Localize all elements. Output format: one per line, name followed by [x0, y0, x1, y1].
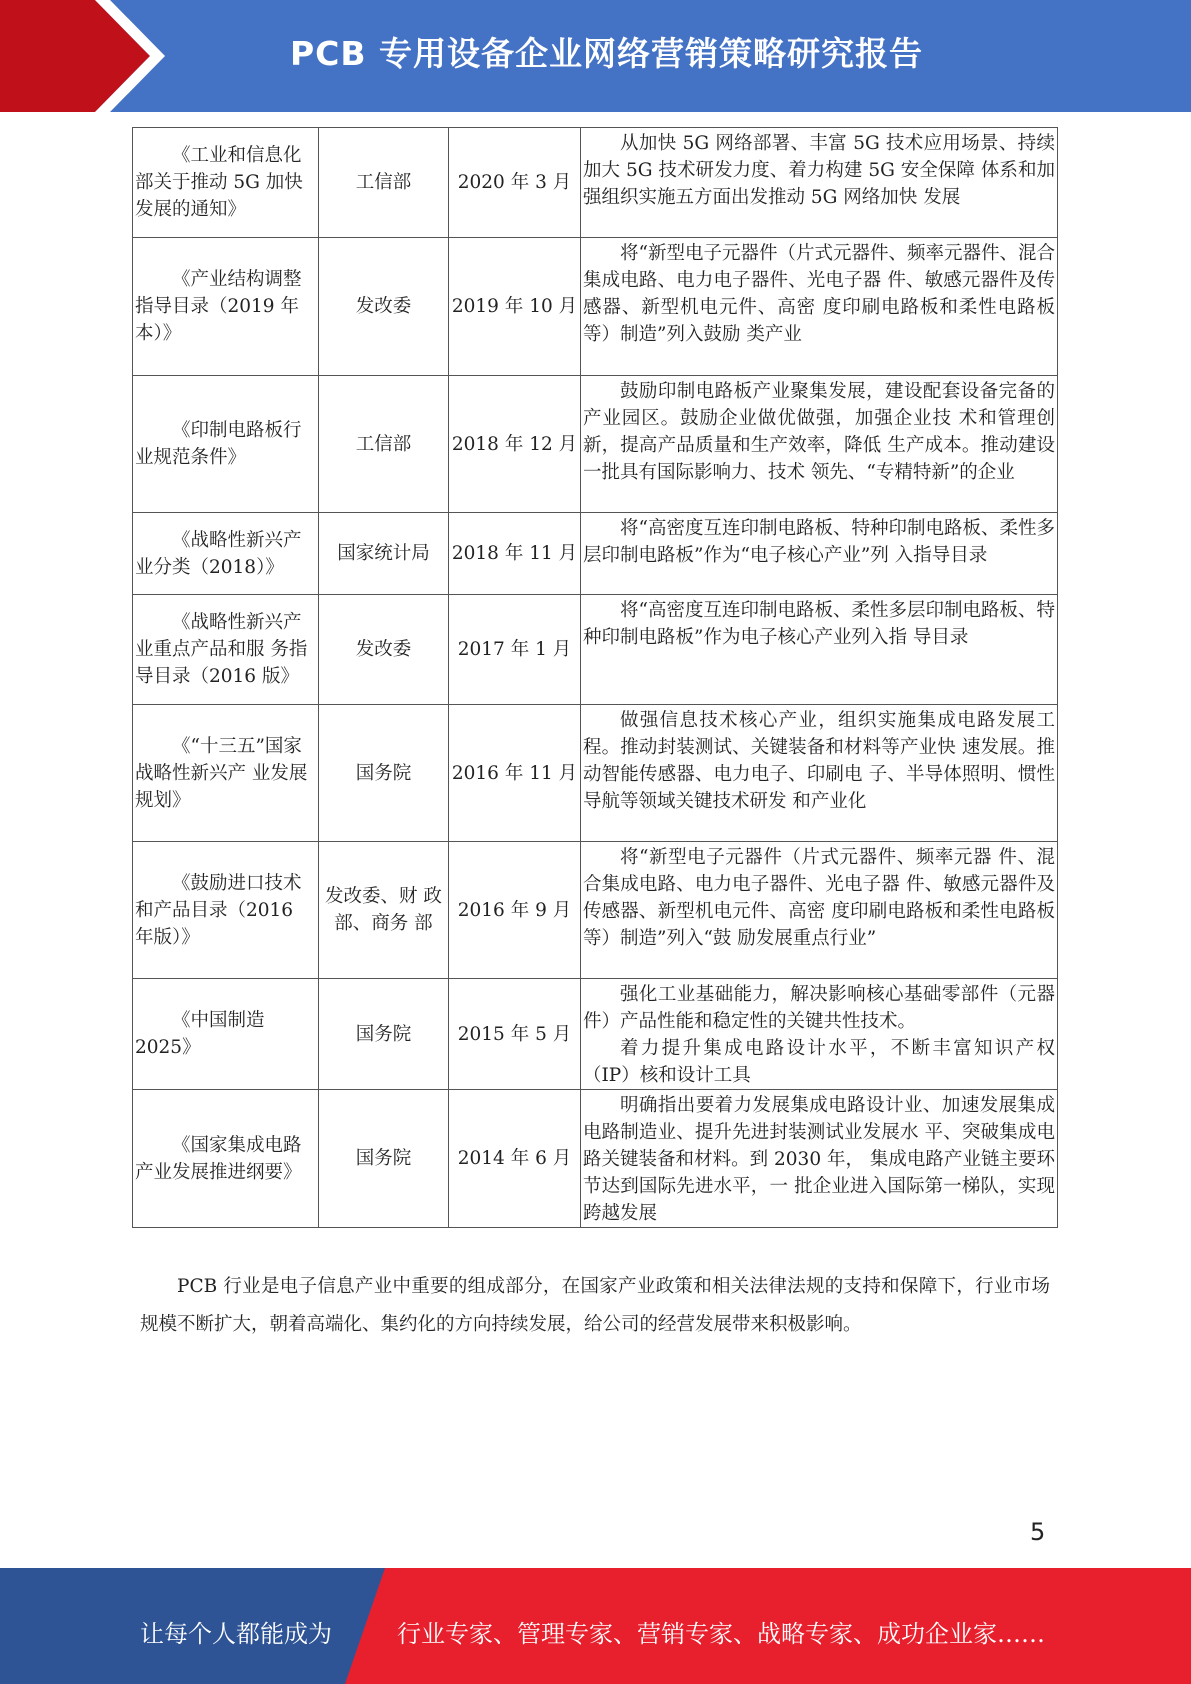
issue-date: 2020 年 3 月 — [449, 128, 581, 238]
table-row — [133, 595, 1058, 705]
policy-document: 《战略性新兴产业重点产品和服 务指导目录（2016 版》 — [133, 595, 319, 705]
issue-date: 2018 年 12 月 — [449, 376, 581, 513]
policy-document: 《中国制造 2025》 — [133, 979, 319, 1090]
issue-date: 2019 年 10 月 — [449, 238, 581, 376]
footer-slogan-left: 让每个人都能成为 — [140, 1620, 332, 1648]
page-number: 5 — [1030, 1518, 1046, 1546]
content-paragraph: 着力提升集成电路设计水平，不断丰富知识产权（IP）核和设计工具 — [583, 1038, 1055, 1086]
policy-document: 《国家集成电路产业发展推进纲要》 — [133, 1090, 319, 1228]
issue-date: 2015 年 5 月 — [449, 979, 581, 1090]
issuing-department: 国务院 — [319, 705, 449, 842]
policy-document: 《印制电路板行业规范条件》 — [133, 376, 319, 513]
policy-document: 《工业和信息化部关于推动 5G 加快发展的通知》 — [133, 128, 319, 238]
table-row — [133, 1090, 1058, 1228]
issuing-department: 国务院 — [319, 1090, 449, 1228]
policy-content — [581, 979, 1058, 1090]
policy-document: 《“十三五”国家战略性新兴产 业发展规划》 — [133, 705, 319, 842]
policy-content: 从加快 5G 网络部署、丰富 5G 技术应用场景、持续加大 5G 技术研发力度、着力构建 5G 安全保障 体系和加强组织实施五方面出发推动 5G 网络加快 发展 — [581, 128, 1058, 238]
policy-document: 《产业结构调整指导目录（2019 年本）》 — [133, 238, 319, 376]
table-row — [133, 238, 1058, 376]
issuing-department: 国家统计局 — [319, 513, 449, 595]
footer-slogan-right: 行业专家、管理专家、营销专家、战略专家、成功企业家…… — [397, 1620, 1045, 1648]
table-row — [133, 979, 1058, 1090]
policy-table — [132, 127, 1058, 1228]
report-title: PCB 专用设备企业网络营销策略研究报告 — [290, 34, 924, 73]
policy-content: 鼓励印制电路板产业聚集发展，建设配套设备完备的产业园区。鼓励企业做优做强，加强企业技 术和管理创新，提高产品质量和生产效率，降低 生产成本。推动建设一批具有国际影响力、技术 领先、“专精特新”的企业 — [581, 376, 1058, 513]
issuing-department: 发改委 — [319, 595, 449, 705]
issue-date: 2016 年 9 月 — [449, 842, 581, 979]
report-header — [0, 0, 1191, 112]
policy-content: 将“新型电子元器件（片式元器件、频率元器 件、混合集成电路、电力电子器件、光电子器 件、敏感元器件及传感器、新型机电元件、高密 度印刷电路板和柔性电路板等）制造”列入“鼓 励发展重点行业” — [581, 842, 1058, 979]
policy-content: 将“新型电子元器件（片式元器件、频率元器件、混合集成电路、电力电子器件、光电子器 件、敏感元器件及传感器、新型机电元件、高密 度印刷电路板和柔性电路板等）制造”列入鼓励 类产业 — [581, 238, 1058, 376]
table-row — [133, 705, 1058, 842]
content-paragraph: 强化工业基础能力，解决影响核心基础零部件（元器件）产品性能和稳定性的关键共性技术。 — [583, 984, 1055, 1032]
issuing-department: 发改委 — [319, 238, 449, 376]
issuing-department: 工信部 — [319, 128, 449, 238]
issue-date: 2017 年 1 月 — [449, 595, 581, 705]
issuing-department: 发改委、财 政部、商务 部 — [319, 842, 449, 979]
policy-document: 《战略性新兴产业分类（2018）》 — [133, 513, 319, 595]
policy-content: 做强信息技术核心产业，组织实施集成电路发展工程。推动封装测试、关键装备和材料等产业快 速发展。推动智能传感器、电力电子、印刷电 子、半导体照明、惯性导航等领域关键技术研发 和产业化 — [581, 705, 1058, 842]
issue-date: 2014 年 6 月 — [449, 1090, 581, 1228]
table-row — [133, 128, 1058, 238]
table-row — [133, 513, 1058, 595]
policy-content: 明确指出要着力发展集成电路设计业、加速发展集成电路制造业、提升先进封装测试业发展水 平、突破集成电路关键装备和材料。到 2030 年， 集成电路产业链主要环节达到国际先进水平，一 批企业进入国际第一梯队，实现跨越发展 — [581, 1090, 1058, 1228]
table-row — [133, 842, 1058, 979]
issuing-department: 国务院 — [319, 979, 449, 1090]
policy-content: 将“高密度互连印制电路板、柔性多层印制电路板、特种印制电路板”作为电子核心产业列入指 导目录 — [581, 595, 1058, 705]
policy-document: 《鼓励进口技术和产品目录（2016 年版）》 — [133, 842, 319, 979]
issue-date: 2016 年 11 月 — [449, 705, 581, 842]
issue-date: 2018 年 11 月 — [449, 513, 581, 595]
policy-content: 将“高密度互连印制电路板、特种印制电路板、柔性多层印制电路板”作为“电子核心产业”列 入指导目录 — [581, 513, 1058, 595]
body-paragraph: PCB 行业是电子信息产业中重要的组成部分，在国家产业政策和相关法律法规的支持和保障下，行业市场规模不断扩大，朝着高端化、集约化的方向持续发展，给公司的经营发展带来积极影响。 — [140, 1276, 1050, 1335]
issuing-department: 工信部 — [319, 376, 449, 513]
table-row — [133, 376, 1058, 513]
